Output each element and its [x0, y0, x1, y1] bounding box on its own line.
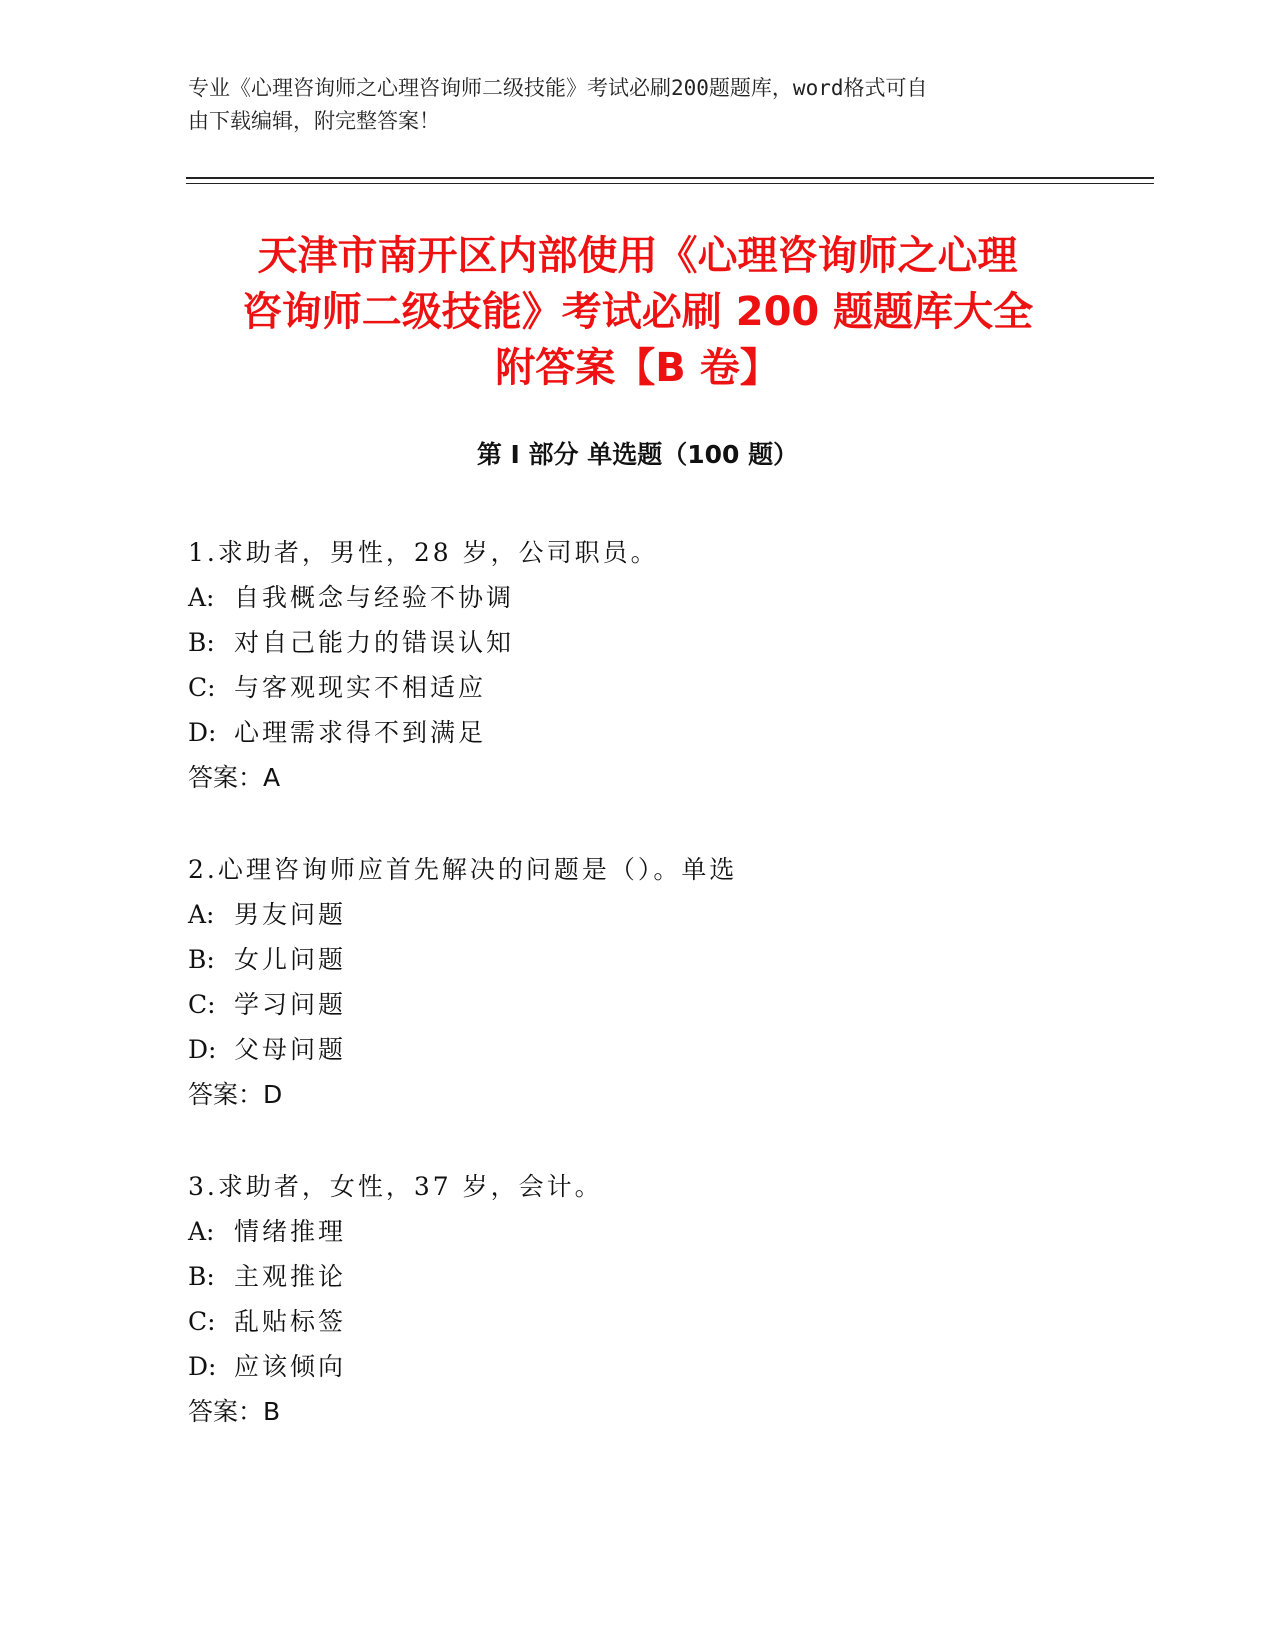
question-list	[188, 530, 1088, 1481]
option-text: 乱贴标签	[234, 1307, 347, 1336]
option-letter: A:	[188, 583, 215, 612]
question-option	[188, 710, 1088, 755]
option-text: 心理需求得不到满足	[234, 718, 487, 747]
option-letter: C:	[188, 1307, 216, 1336]
question-option	[188, 982, 1088, 1027]
option-text: 自我概念与经验不协调	[234, 583, 515, 612]
header-divider-thin	[186, 183, 1154, 184]
header-note-line-1: 专业《心理咨询师之心理咨询师二级技能》考试必刷200题题库，word格式可自	[188, 76, 928, 100]
question-option	[188, 937, 1088, 982]
question-item	[188, 847, 1088, 1117]
title-line-1: 天津市南开区内部使用《心理咨询师之心理	[257, 233, 1018, 279]
option-letter: D:	[188, 718, 217, 747]
title-line-2: 咨询师二级技能》考试必刷 200 题题库大全	[241, 289, 1034, 335]
question-answer: 答案：B	[188, 1397, 281, 1426]
option-text: 男友问题	[234, 900, 347, 929]
title-line-3: 附答案【B 卷】	[495, 345, 780, 391]
option-letter: B:	[188, 628, 215, 657]
header-note-line-2: 由下载编辑，附完整答案！	[188, 109, 440, 133]
question-stem: 1.求助者，男性，28 岁，公司职员。	[188, 538, 659, 567]
option-text: 主观推论	[234, 1262, 347, 1291]
question-option	[188, 1299, 1088, 1344]
question-option	[188, 620, 1088, 665]
option-letter: A:	[188, 1217, 215, 1246]
question-stem: 2.心理咨询师应首先解决的问题是（）。单选	[188, 855, 738, 884]
question-answer: 答案：D	[188, 1080, 283, 1109]
option-letter: C:	[188, 990, 216, 1019]
option-letter: D:	[188, 1352, 217, 1381]
option-text: 女儿问题	[234, 945, 347, 974]
question-item	[188, 1164, 1088, 1434]
option-text: 学习问题	[234, 990, 347, 1019]
section-heading: 第 I 部分 单选题（100 题）	[476, 440, 799, 469]
option-letter: B:	[188, 945, 215, 974]
option-text: 应该倾向	[234, 1352, 347, 1381]
option-letter: D:	[188, 1035, 217, 1064]
option-text: 对自己能力的错误认知	[234, 628, 515, 657]
question-item	[188, 530, 1088, 800]
option-letter: C:	[188, 673, 216, 702]
question-option	[188, 575, 1088, 620]
question-stem: 3.求助者，女性，37 岁，会计。	[188, 1172, 603, 1201]
question-option	[188, 892, 1088, 937]
option-text: 情绪推理	[234, 1217, 347, 1246]
question-option	[188, 1209, 1088, 1254]
option-text: 与客观现实不相适应	[234, 673, 487, 702]
document-title	[170, 228, 1105, 396]
header-note	[188, 72, 1068, 138]
question-option	[188, 665, 1088, 710]
header-divider-thick	[186, 177, 1154, 179]
option-letter: B:	[188, 1262, 215, 1291]
question-option	[188, 1027, 1088, 1072]
question-option	[188, 1344, 1088, 1389]
question-option	[188, 1254, 1088, 1299]
option-letter: A:	[188, 900, 215, 929]
question-answer: 答案：A	[188, 763, 281, 792]
option-text: 父母问题	[234, 1035, 347, 1064]
